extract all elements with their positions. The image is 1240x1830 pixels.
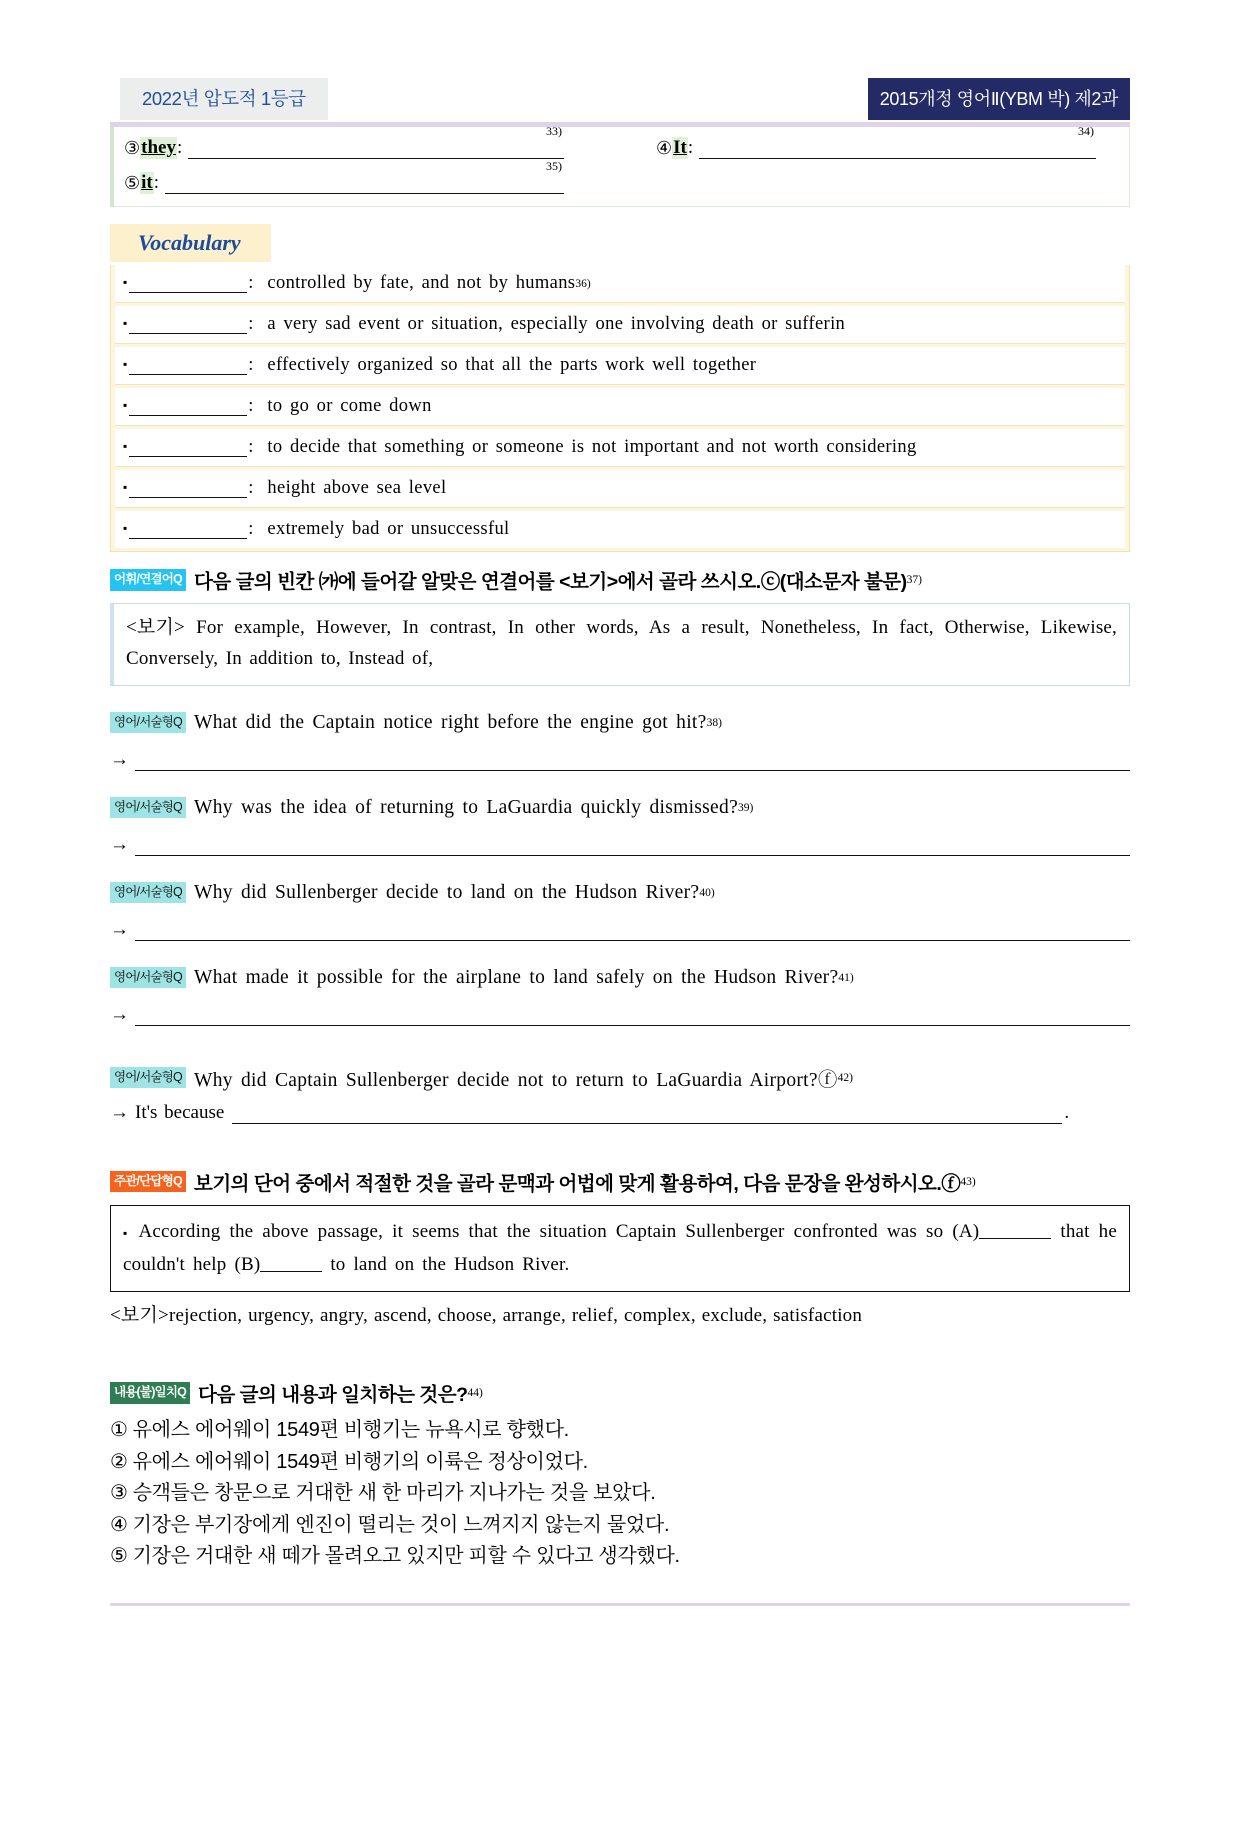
bullet-icon: ▪ [123, 398, 128, 412]
badge-english-descriptive: 영어/서술형Q [110, 967, 186, 989]
connector-question-prompt: 다음 글의 빈칸 ㈎에 들어갈 알맞은 연결어를 <보기>에서 골라 쓰시오.ⓒ(대소문자 불문) [193, 571, 907, 593]
short-answer-question-text: What made it possible for the airplane to land safely on the Hudson River? [193, 966, 839, 988]
answer-blank-number: ③ [124, 138, 141, 158]
bullet-icon: ▪ [123, 439, 128, 453]
answer-blank-number: ⑤ [124, 173, 141, 193]
answer-blank-keyword: it [141, 172, 153, 193]
short-answer-footnote: 42) [837, 1071, 853, 1084]
badge-subjective-short: 주관/단답형Q [110, 1171, 186, 1193]
choice-text: 기장은 거대한 새 떼가 몰려오고 있지만 피할 수 있다고 생각했다. [132, 1545, 680, 1568]
answer-blank-colon: : [687, 137, 694, 158]
choice-number: ⑤ [110, 1545, 128, 1568]
short-answer-block-4 [110, 967, 1130, 1026]
short-answer-footnote: 39) [738, 801, 754, 814]
choice-text: 승객들은 창문으로 거대한 새 한 마리가 지나가는 것을 보았다. [132, 1482, 656, 1505]
vocabulary-colon: : [248, 519, 254, 539]
vocabulary-section [110, 224, 1130, 552]
answer-blank-colon: : [176, 137, 183, 158]
short-answer-question-line [110, 882, 1130, 904]
choice-number: ② [110, 1450, 128, 1473]
choice-item[interactable] [110, 1415, 1130, 1447]
bullet-icon: ▪ [123, 275, 128, 289]
label-a: (A) [952, 1220, 980, 1242]
bogi-label: <보기> [110, 1305, 169, 1327]
vocabulary-colon: : [248, 396, 254, 416]
fill-blank-b[interactable] [260, 1254, 322, 1272]
choice-item[interactable] [110, 1510, 1130, 1542]
answer-blank-item-4[interactable] [656, 124, 1096, 159]
vocabulary-definition: effectively organized so that all the parts work well together [267, 355, 757, 375]
short-answer-input-line[interactable] [232, 1105, 1062, 1124]
short-answer-block-5 [110, 1064, 1130, 1124]
vocabulary-list [110, 265, 1130, 552]
arrow-icon: → [110, 1101, 129, 1123]
answer-blank-footnote: 34) [1078, 124, 1094, 138]
vocabulary-item [115, 511, 1125, 548]
arrow-icon: → [110, 748, 129, 770]
vocabulary-colon: : [248, 314, 254, 334]
bogi-words: rejection, urgency, angry, ascend, choose, arrange, relief, complex, exclude, satisfaction [168, 1305, 863, 1327]
short-answer-footnote: 41) [838, 971, 854, 984]
vocabulary-colon: : [248, 437, 254, 457]
vocabulary-definition: a very sad event or situation, especially one involving death or sufferin [267, 314, 846, 334]
answer-blank-keyword: they [141, 137, 176, 158]
choice-text: 유에스 에어웨이 1549편 비행기의 이륙은 정상이었다. [132, 1450, 588, 1473]
answer-blank-line[interactable] [165, 159, 564, 194]
header-right-tag: 2015개정 영어Ⅱ(YBM 박) 제2과 [868, 78, 1130, 120]
badge-english-descriptive: 영어/서술형Q [110, 1067, 186, 1089]
bullet-icon: ▪ [123, 357, 128, 371]
content-question-choices [110, 1415, 1130, 1573]
badge-vocab-connector: 어휘/연결어Q [110, 569, 186, 591]
short-answer-block-3 [110, 882, 1130, 941]
short-answer-question-text: Why did Captain Sullenberger decide not to return to LaGuardia Airport?ⓕ [193, 1069, 838, 1091]
vocabulary-item [115, 470, 1125, 508]
short-answer-response-row [110, 1102, 1130, 1124]
short-answer-question-text: What did the Captain notice right before the engine got hit? [193, 711, 707, 733]
choice-item[interactable] [110, 1478, 1130, 1510]
choice-item[interactable] [110, 1447, 1130, 1479]
label-b: (B) [234, 1253, 261, 1275]
answer-blank-keyword: It [673, 137, 687, 158]
answer-blank-row [124, 159, 1123, 194]
content-question-prompt: 다음 글의 내용과 일치하는 것은? [198, 1384, 468, 1407]
vocabulary-word-blank[interactable] [129, 398, 247, 416]
fill-question-footnote: 43) [960, 1175, 976, 1188]
badge-english-descriptive: 영어/서술형Q [110, 882, 186, 904]
sentence-part-2: that he couldn't help [123, 1220, 1117, 1275]
short-answer-block-1 [110, 712, 1130, 771]
connector-question-footnote: 37) [906, 574, 922, 586]
bullet-icon: ▪ [123, 316, 128, 330]
short-answer-footnote: 38) [706, 716, 722, 729]
vocabulary-word-blank[interactable] [129, 480, 247, 498]
short-answer-input-line[interactable] [135, 922, 1130, 941]
short-answer-question-line [110, 967, 1130, 989]
choice-number: ① [110, 1419, 128, 1442]
short-answer-response-row [110, 1005, 1130, 1026]
vocabulary-word-blank[interactable] [129, 439, 247, 457]
content-question-line [110, 1379, 1130, 1407]
sentence-part-3: to land on the Hudson River. [330, 1253, 570, 1275]
fill-blank-a[interactable] [979, 1221, 1051, 1239]
short-answer-question-line [110, 1064, 1130, 1092]
short-answer-block-2 [110, 797, 1130, 856]
answer-blank-line[interactable] [699, 124, 1096, 159]
vocabulary-definition: controlled by fate, and not by humans [267, 273, 576, 293]
short-answer-question-line [110, 712, 1130, 734]
vocabulary-item [115, 306, 1125, 344]
choice-text: 유에스 에어웨이 1549편 비행기는 뉴욕시로 향했다. [132, 1419, 569, 1442]
fill-bogi-word-list [110, 1300, 1130, 1327]
short-answer-footnote: 40) [699, 886, 715, 899]
page-header [110, 78, 1130, 122]
content-question-footnote: 44) [467, 1387, 483, 1400]
short-answer-prefix: It's because [135, 1101, 225, 1123]
bogi-label: <보기> [126, 617, 185, 638]
short-answer-response-row [110, 750, 1130, 771]
choice-number: ④ [110, 1513, 128, 1536]
sentence-part-1: According the above passage, it seems that the situation Captain Sullenberger confronted was so [138, 1220, 944, 1242]
badge-content-match: 내용(불)일치Q [110, 1382, 190, 1404]
short-answer-input-line[interactable] [135, 752, 1130, 771]
arrow-icon: → [110, 1003, 129, 1025]
choice-text: 기장은 부기장에게 엔진이 떨리는 것이 느껴지지 않는지 물었다. [132, 1513, 670, 1536]
header-left-tag: 2022년 압도적 1등급 [120, 78, 328, 120]
fill-question-line [110, 1168, 1130, 1196]
bullet-icon: ▪ [123, 521, 128, 535]
vocabulary-definition: extremely bad or unsuccessful [267, 519, 510, 539]
vocabulary-tab-label: Vocabulary [110, 224, 271, 262]
answer-blank-line[interactable] [188, 124, 564, 159]
answer-blank-item-5[interactable] [124, 159, 564, 194]
vocabulary-item [115, 388, 1125, 426]
vocabulary-word-blank[interactable] [129, 357, 247, 375]
short-answer-question-text: Why was the idea of returning to LaGuardia quickly dismissed? [193, 796, 739, 818]
choice-number: ③ [110, 1482, 128, 1505]
answer-blank-box [110, 124, 1130, 207]
vocabulary-definition: to decide that something or someone is not important and not worth considering [267, 437, 917, 457]
answer-blank-footnote: 33) [546, 124, 562, 138]
vocabulary-colon: : [248, 478, 254, 498]
answer-blank-colon: : [153, 172, 160, 193]
vocabulary-item [115, 265, 1125, 303]
answer-blank-row [124, 124, 1123, 159]
answer-blank-number: ④ [656, 138, 673, 158]
footer-divider [110, 1603, 1130, 1606]
short-answer-question-text: Why did Sullenberger decide to land on the Hudson River? [193, 881, 700, 903]
badge-english-descriptive: 영어/서술형Q [110, 712, 186, 734]
arrow-icon: → [110, 833, 129, 855]
worksheet-page [0, 78, 1240, 1830]
bullet-icon: ▪ [123, 1225, 129, 1240]
vocabulary-word-blank[interactable] [129, 275, 247, 293]
bogi-text: For example, However, In contrast, In other words, As a result, Nonetheless, In fact, Otherwise, Likewise, Conversely, In addition to, Instead of, [126, 617, 1118, 669]
connector-question-section [110, 566, 1130, 686]
short-answer-question-line [110, 797, 1130, 819]
vocabulary-word-blank[interactable] [129, 521, 247, 539]
badge-english-descriptive: 영어/서술형Q [110, 797, 186, 819]
vocabulary-colon: : [248, 355, 254, 375]
vocabulary-definition: height above sea level [267, 478, 447, 498]
short-answer-input-line[interactable] [135, 837, 1130, 856]
vocabulary-item [115, 429, 1125, 467]
bullet-icon: ▪ [123, 480, 128, 494]
content-question-section [110, 1379, 1130, 1573]
answer-blank-item-3[interactable] [124, 124, 564, 159]
sentence-completion-box [110, 1205, 1130, 1293]
arrow-icon: → [110, 918, 129, 940]
vocabulary-word-blank[interactable] [129, 316, 247, 334]
vocabulary-colon: : [248, 273, 254, 293]
fill-question-section [110, 1168, 1130, 1328]
answer-blank-footnote: 35) [546, 159, 562, 173]
choice-item[interactable] [110, 1541, 1130, 1573]
connector-question-line [110, 566, 1130, 594]
short-answer-response-row [110, 920, 1130, 941]
connector-bogi-box [110, 603, 1130, 686]
fill-question-prompt: 보기의 단어 중에서 적절한 것을 골라 문맥과 어법에 맞게 활용하여, 다음 문장을 완성하시오.ⓕ [193, 1172, 961, 1195]
sentence-period: . [1064, 1101, 1070, 1123]
short-answer-input-line[interactable] [135, 1007, 1130, 1026]
vocabulary-footnote: 36) [575, 277, 591, 290]
vocabulary-definition: to go or come down [267, 396, 432, 416]
vocabulary-item [115, 347, 1125, 385]
short-answer-response-row [110, 835, 1130, 856]
